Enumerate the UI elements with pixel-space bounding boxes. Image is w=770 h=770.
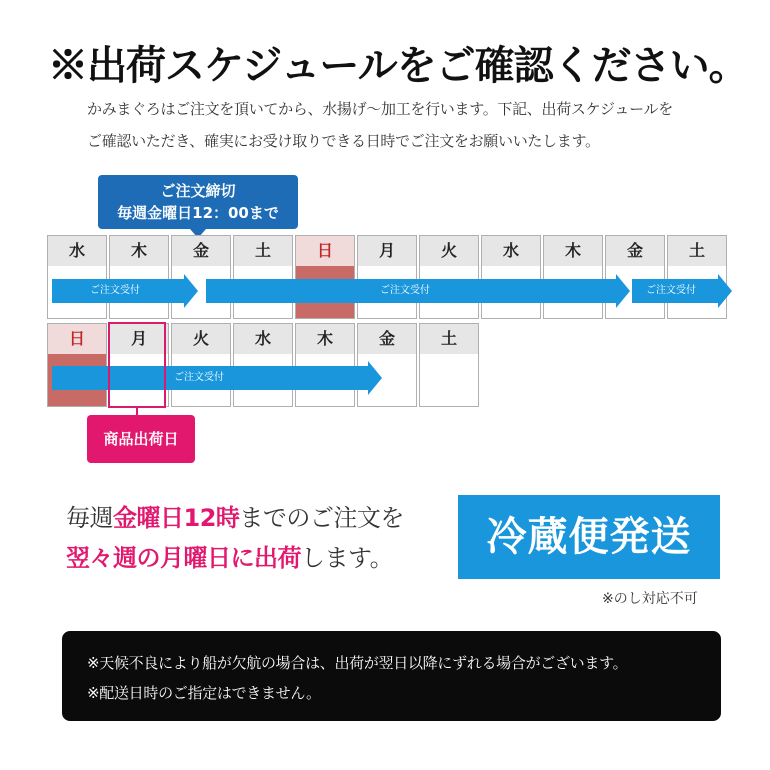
day-label: 火	[172, 324, 230, 354]
day-label: 木	[296, 324, 354, 354]
day-label: 水	[48, 236, 106, 266]
order-period-arrow	[52, 279, 184, 303]
calendar-day-wed	[233, 323, 293, 407]
day-label: 水	[482, 236, 540, 266]
arrow-label: ご注文受付	[646, 285, 696, 296]
day-label: 火	[420, 236, 478, 266]
message-text: 毎週	[66, 504, 113, 532]
calendar-day-thu	[109, 235, 169, 319]
deadline-time: 毎週金曜日12：00まで	[117, 204, 279, 222]
message-text: までのご注文を	[239, 504, 404, 532]
calendar-day-thu	[295, 323, 355, 407]
calendar-day-tue	[171, 323, 231, 407]
calendar-day-wed	[481, 235, 541, 319]
day-label: 月	[110, 324, 168, 354]
message-highlight: 翌々週の月曜日に出荷	[66, 544, 301, 572]
intro-line-1: かみまぐろはご注文を頂いてから、水揚げ〜加工を行います。下記、出荷スケジュールを	[87, 100, 673, 118]
day-label: 水	[234, 324, 292, 354]
day-label: 月	[358, 236, 416, 266]
calendar-day-sun	[47, 323, 107, 407]
notice-line-2: ※配送日時のご指定はできません。	[87, 684, 321, 702]
day-label: 土	[420, 324, 478, 354]
calendar-day-mon	[357, 235, 417, 319]
deadline-heading: ご注文締切	[160, 182, 236, 200]
arrow-label: ご注文受付	[174, 372, 224, 383]
notice-box	[62, 631, 721, 721]
intro-line-2: ご確認いただき、確実にお受け取りできる日時でご注文をお願いいたします。	[87, 132, 600, 150]
schedule-message-line-2	[66, 538, 393, 573]
day-label: 木	[544, 236, 602, 266]
order-deadline-callout	[98, 175, 298, 229]
message-highlight: 金曜日12時	[113, 504, 240, 532]
arrow-label: ご注文受付	[380, 285, 430, 296]
page-title: ※出荷スケジュールをご確認ください。	[48, 42, 748, 89]
day-label: 金	[358, 324, 416, 354]
day-label: 土	[668, 236, 726, 266]
order-period-arrow	[632, 279, 718, 303]
notice-line-1: ※天候不良により船が欠航の場合は、出荷が翌日以降にずれる場合がございます。	[87, 654, 628, 672]
calendar-day-sat	[233, 235, 293, 319]
cold-shipping-badge: 冷蔵便発送	[458, 495, 720, 579]
calendar-day-sun	[295, 235, 355, 319]
arrow-label: ご注文受付	[90, 285, 140, 296]
order-period-arrow	[52, 366, 368, 390]
calendar-day-fri	[605, 235, 665, 319]
calendar-day-sat	[419, 323, 479, 407]
ship-day-label: 商品出荷日	[87, 415, 195, 463]
day-label: 木	[110, 236, 168, 266]
calendar-day-tue	[419, 235, 479, 319]
noshi-note: ※のし対応不可	[602, 591, 698, 607]
ship-day-highlight	[108, 322, 166, 408]
day-label: 土	[234, 236, 292, 266]
calendar-day-fri	[357, 323, 417, 407]
order-period-arrow	[206, 279, 616, 303]
calendar-day-wed	[47, 235, 107, 319]
schedule-message-line-1	[66, 498, 404, 533]
day-label: 日	[48, 324, 106, 354]
day-label: 金	[606, 236, 664, 266]
day-label: 日	[296, 236, 354, 266]
calendar-day-fri	[171, 235, 231, 319]
day-label: 金	[172, 236, 230, 266]
calendar-day-thu	[543, 235, 603, 319]
message-text: します。	[301, 544, 394, 572]
